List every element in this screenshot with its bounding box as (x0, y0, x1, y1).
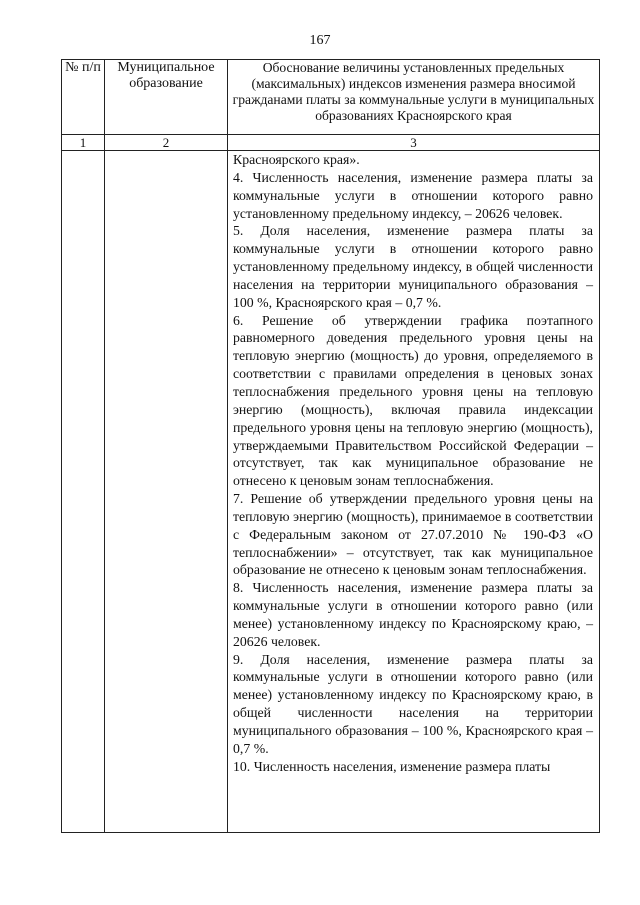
justification-text (228, 151, 599, 776)
column-number-3: 3 (228, 135, 600, 151)
page-number: 167 (309, 33, 331, 48)
paragraph-9: 9. Доля населения, изменение размера платы за коммунальные услуги в отношении которого равно (или менее) установленному индексу по Красноярскому краю, в общей численности населения на территории муниципального образования – 100 %, Красноярского края – 0,7 %. (233, 651, 593, 756)
paragraph-7: 7. Решение об утверждении предельного уровня цены на тепловую энергию (мощность), принимаемое в соответствии с Федеральным законом от 27.07.2010 № 190-ФЗ «О теплоснабжении» – отсутствует, так как муниципальное образование не отнесено к ценовым зонам теплоснабжения. (233, 491, 593, 578)
row-justification-cell (228, 151, 600, 833)
paragraph-8: 8. Численность населения, изменение размера платы за коммунальные услуги в отношении которого равно (или менее) установленному индексу по Красноярскому краю, – 20626 человек. (233, 580, 593, 649)
row-municipality-cell (105, 151, 228, 833)
column-number-row (62, 135, 600, 151)
tariff-justification-table (61, 59, 600, 833)
row-number-cell (62, 151, 105, 833)
column-number-1: 1 (62, 135, 105, 151)
paragraph-10: 10. Численность населения, изменение размера платы (233, 758, 551, 774)
column-number-2: 2 (105, 135, 228, 151)
paragraph-continuation: Красноярского края». (233, 152, 360, 167)
table-header-row (62, 60, 600, 135)
header-number: № п/п (62, 60, 105, 135)
header-justification: Обоснование величины установленных предельных (максимальных) индексов изменения размера вносимой гражданами платы за коммунальные услуги в муниципальных образованиях Красноярского края (228, 60, 600, 135)
table-row (62, 151, 600, 833)
paragraph-4: 4. Численность населения, изменение размера платы за коммунальные услуги в отношении которого равно установленному предельному индексу, – 20626 человек. (233, 169, 593, 221)
paragraph-6: 6. Решение об утверждении графика поэтапного равномерного доведения предельного уровня цены на тепловую энергию (мощность) до уровня, определяемого в соответствии с правилами определения в ценовых зонах теплоснабжения предельного уровня цены на тепловую энергию (мощность), включая правила индексации предельного уровня цены на тепловую энергию (мощность), утверждаемыми Правительством Российской Федерации – отсутствует, так как муниципальное образование не отнесено к ценовым зонам теплоснабжения. (233, 312, 593, 489)
header-municipality: Муниципальное образование (105, 60, 228, 135)
paragraph-5: 5. Доля населения, изменение размера платы за коммунальные услуги в отношении которого равно установленному предельному индексу, в общей численности населения на территории муниципального образования – 100 %, Красноярского края – 0,7 %. (233, 223, 593, 310)
